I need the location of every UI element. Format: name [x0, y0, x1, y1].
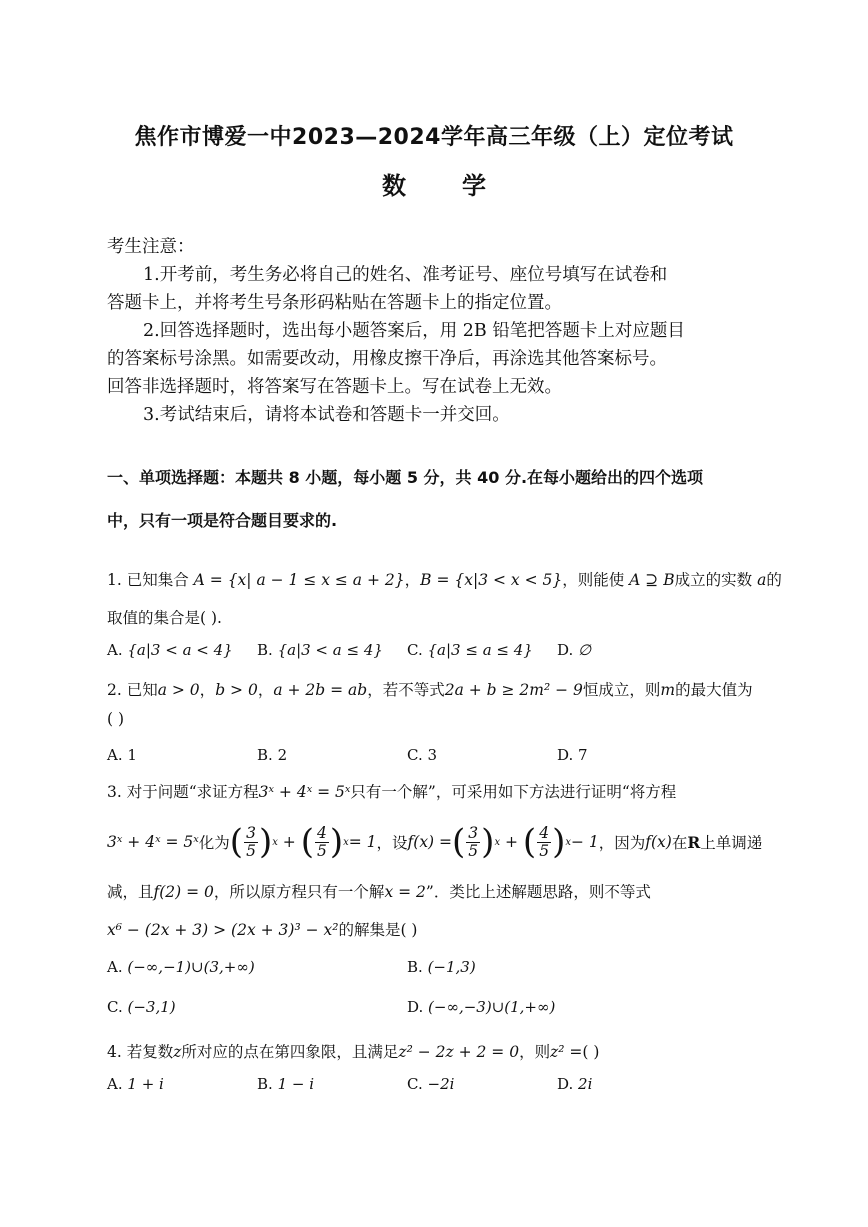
exam-title: 焦作市博爱一中2023—2024学年高三年级（上）定位考试	[134, 125, 734, 150]
question-4-line-1: 4. 若复数z所对应的点在第四象限，且满足z² − 2z + 2 = 0，则z² =( )	[107, 1043, 600, 1061]
notice-line-3: 2.回答选择题时，选出每小题答案后，用 2B 铅笔把答题卡上对应题目	[143, 321, 685, 341]
question-1-option-c: C. {a|3 ≤ a ≤ 4}	[407, 641, 533, 659]
notice-line-1: 1.开考前，考生务必将自己的姓名、准考证号、座位号填写在试卷和	[143, 265, 668, 285]
question-4-option-d: D. 2i	[557, 1075, 593, 1093]
notice-line-6: 3.考试结束后，请将本试卷和答题卡一并交回。	[143, 405, 510, 425]
notice-line-4: 的答案标号涂黑。如需要改动，用橡皮擦干净后，再涂选其他答案标号。	[107, 349, 667, 369]
question-2-line-1: 2. 已知a > 0，b > 0，a + 2b = ab，若不等式2a + b ≥ 2m² − 9恒成立，则m的最大值为	[107, 681, 753, 699]
question-3-line-1: 3. 对于问题“求证方程3ˣ + 4ˣ = 5ˣ只有一个解”，可采用如下方法进行证明“将方程	[107, 783, 677, 801]
question-2-option-b: B. 2	[257, 746, 288, 764]
question-3-option-a: A. (−∞,−1)∪(3,+∞)	[107, 958, 255, 976]
question-4-option-a: A. 1 + i	[107, 1075, 164, 1093]
question-2-line-2: ( )	[107, 710, 125, 728]
question-2-option-d: D. 7	[557, 746, 588, 764]
question-1-option-d: D. ∅	[557, 641, 592, 659]
question-3-option-d: D. (−∞,−3)∪(1,+∞)	[407, 998, 556, 1016]
exam-subject: 数学	[382, 172, 542, 200]
notice-line-2: 答题卡上，并将考生号条形码粘贴在答题卡上的指定位置。	[107, 293, 562, 313]
set-a: A = {x| a − 1 ≤ x ≤ a + 2}	[193, 571, 405, 589]
question-2-option-a: A. 1	[107, 746, 137, 764]
question-4-option-b: B. 1 − i	[257, 1075, 315, 1093]
question-1-line-1: 1. 已知集合 A = {x| a − 1 ≤ x ≤ a + 2}，B = {x|3 < x < 5}，则能使 A ⊇ B成立的实数 a的	[107, 571, 782, 589]
question-1-line-2: 取值的集合是( ).	[107, 609, 222, 627]
notice-line-5: 回答非选择题时，将答案写在答题卡上。写在试卷上无效。	[107, 377, 562, 397]
question-3-line-3: 减，且f(2) = 0，所以原方程只有一个解x = 2”．类比上述解题思路，则不等式	[107, 883, 651, 901]
section-heading-line-2: 中，只有一项是符合题目要求的.	[107, 511, 338, 530]
section-heading-line-1: 一、单项选择题：本题共 8 小题，每小题 5 分，共 40 分.在每小题给出的四个选项	[107, 468, 704, 487]
question-3-line-4: x⁶ − (2x + 3) > (2x + 3)³ − x²的解集是( )	[107, 921, 418, 939]
question-3-option-c: C. (−3,1)	[107, 998, 176, 1016]
question-1-option-a: A. {a|3 < a < 4}	[107, 641, 233, 659]
notice-heading: 考生注意：	[107, 237, 195, 257]
question-3-option-b: B. (−1,3)	[407, 958, 476, 976]
question-3-line-2: 3ˣ + 4ˣ = 5ˣ 化为 ( $\frac{3}{5}$ ) x + ( $\frac{4}{5}$ ) x = 1 ，设 f(x) = ( $\frac{3}{5}$ ) x + ( $\frac{4}{5}$ ) x − 1 ，因为 f(x) 在 R 上单调递	[107, 822, 763, 862]
question-4-option-c: C. −2i	[407, 1075, 455, 1093]
question-2-option-c: C. 3	[407, 746, 438, 764]
question-1-option-b: B. {a|3 < a ≤ 4}	[257, 641, 383, 659]
set-b: B = {x|3 < x < 5}	[420, 571, 563, 589]
